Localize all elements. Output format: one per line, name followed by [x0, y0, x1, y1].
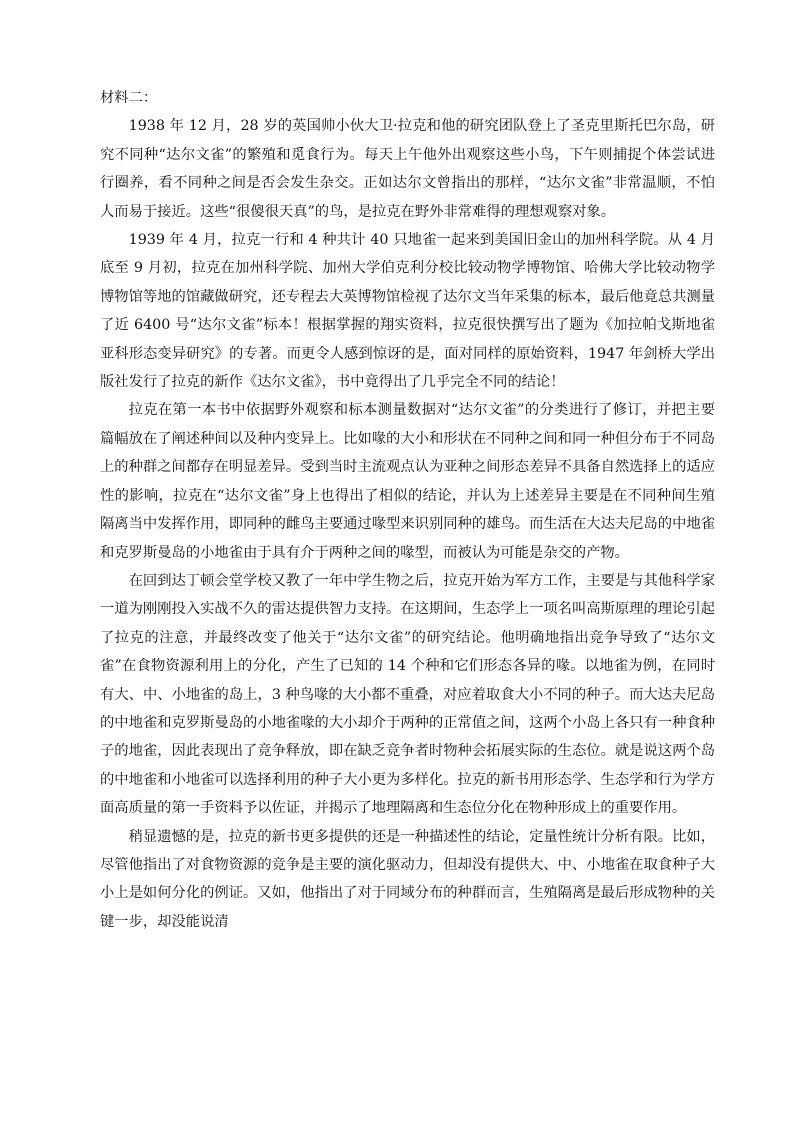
section-heading: 材料二：: [100, 90, 158, 106]
paragraph-2: 1939 年 4 月，拉克一行和 4 种共计 40 只地雀一起来到美国旧金山的加州科学院。从 4 月底至 9 月初，拉克在加州科学院、加州大学伯克利分校比较动物学博物馆、哈佛大学比较动物学博物馆等地的馆藏做研究，还专程去大英博物馆检视了达尔文当年采集的标本，最后他竟总共测量了近 6400 号“达尔文雀”标本！根据掌握的翔实资料，拉克很快撰写出了题为《加拉帕戈斯地雀亚科形态变异研究》的专著。而更令人感到惊讶的是，面对同样的原始资料，1947 年剑桥大学出版社发行了拉克的新作《达尔文雀》，书中竟得出了几乎完全不同的结论！: [100, 232, 715, 391]
paragraph-1: 1938 年 12 月，28 岁的英国帅小伙大卫·拉克和他的研究团队登上了圣克里斯托巴尔岛，研究不同种“达尔文雀”的繁殖和觅食行为。每天上午他外出观察这些小鸟，下午则捕捉个体尝试进行圈养，看不同种之间是否会发生杂交。正如达尔文曾指出的那样，“达尔文雀”非常温顺，不怕人而易于接近。这些“很傻很天真”的鸟，是拉克在野外非常难得的理想观察对象。: [100, 118, 715, 220]
paragraph-5: 稍显遗憾的是，拉克的新书更多提供的还是一种描述性的结论，定量性统计分析有限。比如，尽管他指出了对食物资源的竞争是主要的演化驱动力，但却没有提供大、中、小地雀在取食种子大小上是如何分化的例证。又如，他指出了对于同域分布的种群而言，生殖隔离是最后形成物种的关键一步，却没能说清: [100, 828, 715, 930]
document-body: [100, 84, 715, 936]
paragraph-3: 拉克在第一本书中依据野外观察和标本测量数据对“达尔文雀”的分类进行了修订，并把主要篇幅放在了阐述种间以及种内变异上。比如喙的大小和形状在不同种之间和同一种但分布于不同岛上的种群之间都存在明显差异。受到当时主流观点认为亚种之间形态差异不具备自然选择上的适应性的影响，拉克在“达尔文雀”身上也得出了相似的结论，并认为上述差异主要是在不同种间生殖隔离当中发挥作用，即同种的雌鸟主要通过喙型来识别同种的雄鸟。而生活在大达夫尼岛的中地雀和克罗斯曼岛的小地雀由于具有介于两种之间的喙型，而被认为可能是杂交的产物。: [100, 402, 715, 561]
paragraph-4: 在回到达丁顿会堂学校又教了一年中学生物之后，拉克开始为军方工作，主要是与其他科学家一道为刚刚投入实战不久的雷达提供智力支持。在这期间，生态学上一项名叫高斯原理的理论引起了拉克的注意，并最终改变了他关于“达尔文雀”的研究结论。他明确地指出竞争导致了“达尔文雀”在食物资源利用上的分化，产生了已知的 14 个种和它们形态各异的喙。以地雀为例，在同时有大、中、小地雀的岛上，3 种鸟喙的大小都不重叠，对应着取食大小不同的种子。而大达夫尼岛的中地雀和克罗斯曼岛的小地雀喙的大小却介于两种的正常值之间，这两个小岛上各只有一种食种子的地雀，因此表现出了竞争释放，即在缺乏竞争者时物种会拓展实际的生态位。就是说这两个岛的中地雀和小地雀可以选择利用的种子大小更为多样化。拉克的新书用形态学、生态学和行为学方面高质量的第一手资料予以佐证，并揭示了地理隔离和生态位分化在物种形成上的重要作用。: [100, 572, 715, 817]
